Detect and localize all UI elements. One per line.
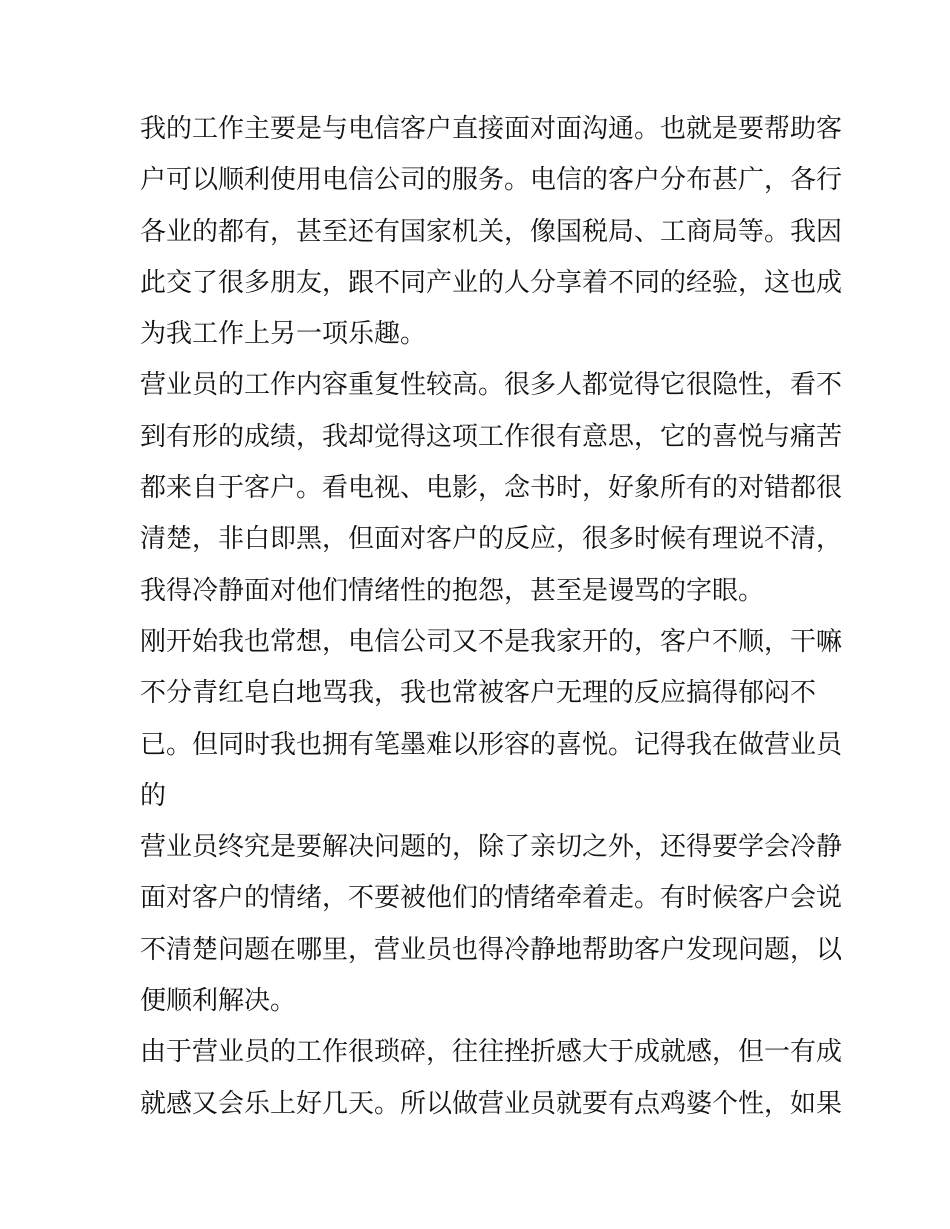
text-line: 我的工作主要是与电信客户直接面对面沟通。也就是要帮助客 — [140, 114, 843, 144]
text-line: 户可以顺利使用电信公司的服务。电信的客户分布甚广，各行 — [140, 165, 843, 196]
text-line: 各业的都有，甚至还有国家机关，像国税局、工商局等。我因 — [140, 216, 843, 247]
text-line: 清楚，非白即黑，但面对客户的反应，很多时候有理说不清， — [140, 524, 843, 555]
text-line: 刚开始我也常想，电信公司又不是我家开的，客户不顺，干嘛 — [140, 626, 843, 657]
text-line: 都来自于客户。看电视、电影，念书时，好象所有的对错都很 — [140, 473, 843, 504]
paragraph-5 — [140, 1027, 843, 1130]
document-body — [140, 104, 843, 1130]
text-line: 的 — [140, 780, 167, 811]
text-line: 为我工作上另一项乐趣。 — [140, 319, 427, 350]
text-line: 已。但同时我也拥有笔墨难以形容的喜悦。记得我在做营业员 — [140, 729, 843, 760]
text-line: 营业员的工作内容重复性较高。很多人都觉得它很隐性，看不 — [140, 370, 843, 401]
text-line: 我得冷静面对他们情绪性的抱怨，甚至是谩骂的字眼。 — [140, 575, 765, 606]
text-line: 就感又会乐上好几天。所以做营业员就要有点鸡婆个性，如果 — [140, 1088, 843, 1119]
text-line: 由于营业员的工作很琐碎，往往挫折感大于成就感，但一有成 — [140, 1037, 843, 1068]
paragraph-3 — [140, 617, 843, 822]
text-line: 便顺利解决。 — [140, 986, 297, 1017]
text-line: 面对客户的情绪，不要被他们的情绪牵着走。有时候客户会说 — [140, 883, 843, 914]
paragraph-4 — [140, 822, 843, 1027]
text-line: 营业员终究是要解决问题的，除了亲切之外，还得要学会冷静 — [140, 832, 843, 863]
text-line: 不清楚问题在哪里，营业员也得冷静地帮助客户发现问题，以 — [140, 934, 843, 965]
paragraph-1 — [140, 104, 843, 360]
text-line: 此交了很多朋友，跟不同产业的人分享着不同的经验，这也成 — [140, 267, 843, 298]
text-line: 到有形的成绩，我却觉得这项工作很有意思，它的喜悦与痛苦 — [140, 421, 843, 452]
text-line: 不分青红皂白地骂我，我也常被客户无理的反应搞得郁闷不 — [140, 678, 817, 709]
paragraph-2 — [140, 360, 843, 616]
